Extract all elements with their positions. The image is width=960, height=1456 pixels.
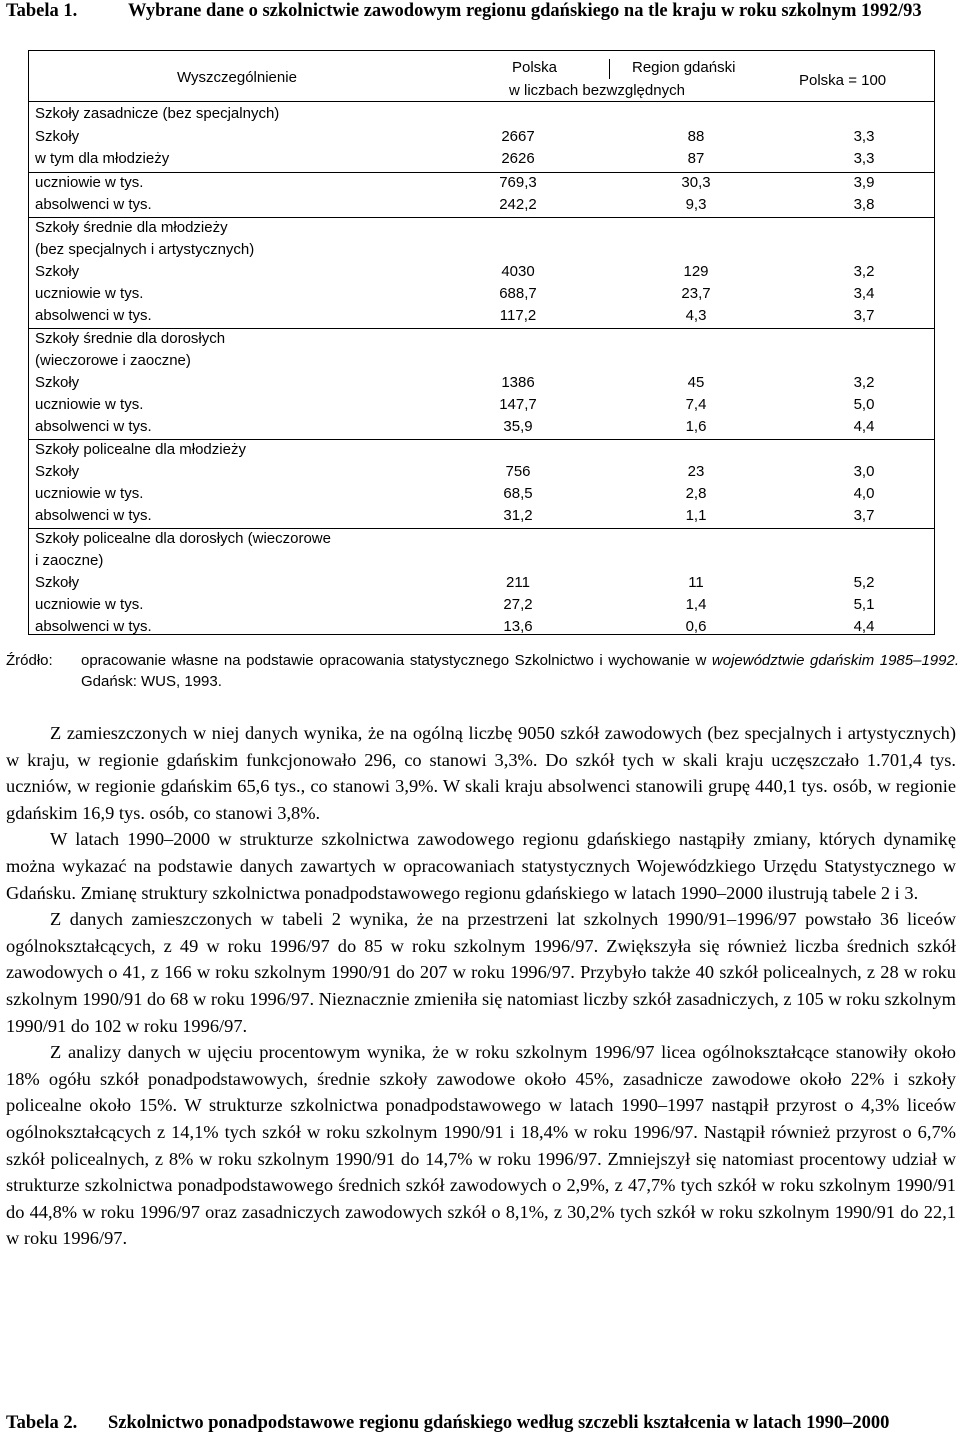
- row-label: absolwenci w tys.: [35, 418, 152, 435]
- row-label: uczniowie w tys.: [35, 174, 144, 191]
- header-rule: [29, 101, 934, 102]
- row-label: uczniowie w tys.: [35, 396, 144, 413]
- table-row: [29, 194, 934, 216]
- source-text-plain: opracowanie własne na podstawie opracowania statystycznego Szkolnictwo i wychowanie w: [81, 652, 712, 669]
- cell-index: 3,0: [853, 463, 875, 480]
- cell-region: 129: [683, 263, 709, 280]
- source-text: [81, 650, 959, 692]
- row-label: Szkoły policealne dla młodzieży: [35, 441, 246, 458]
- row-label: Szkoły: [35, 128, 80, 145]
- cell-region: 1,1: [685, 507, 707, 524]
- row-label: Szkoły średnie dla młodzieży: [35, 219, 228, 236]
- row-label: Szkoły średnie dla dorosłych: [35, 330, 226, 347]
- row-label: absolwenci w tys.: [35, 307, 152, 324]
- row-label: Szkoły: [35, 263, 80, 280]
- table-row: [29, 239, 934, 261]
- paragraph: Z danych zamieszczonych w tabeli 2 wynika, że na przestrzeni lat szkolnych 1990/91–1996/97 powstało 36 liceów ogólnokształcących, z 49 w roku 1996/97 do 85 w roku szkolnym 1996/97. Zwiększyła się również liczba średnich szkół zawodowych o 41, z 166 w roku szkolnym 1990/91 do 207 w roku 1996/97. Przybyło także 40 szkół policealnych, z 28 w roku szkolnym 1990/91 do 68 w roku 1996/97. Nieznacznie zmieniła się natomiast liczby szkół zasadniczych, z 105 w roku szkolnym 1990/91 do 102 w roku 1996/97.: [6, 909, 956, 1036]
- cell-index: 3,4: [853, 285, 875, 302]
- paragraph: W latach 1990–2000 w strukturze szkolnictwa zawodowego regionu gdańskiego nastąpiły zmiany, których dynamikę można wykazać na podstawie danych zawartych w opracowaniach statystycznych Wojewódzkiego Urzędu Statystycznego w Gdańsku. Zmianę struktury szkolnictwa ponadpodstawowego regionu gdańskiego w latach 1990–2000 ilustrują tabele 2 i 3.: [6, 829, 956, 903]
- row-label: uczniowie w tys.: [35, 485, 144, 502]
- table-row: [29, 126, 934, 148]
- cell-region: 45: [687, 374, 705, 391]
- table-row: [29, 283, 934, 305]
- table-row: [29, 148, 934, 170]
- table-row: [29, 328, 934, 350]
- row-label: Szkoły: [35, 574, 80, 591]
- cell-region: 1,6: [685, 418, 707, 435]
- cell-polska: 242,2: [499, 196, 537, 213]
- table-row: [29, 528, 934, 550]
- source-text-end: Gdańsk: WUS, 1993.: [81, 673, 222, 690]
- cell-region: 4,3: [685, 307, 707, 324]
- cell-index: 4,4: [853, 618, 875, 635]
- row-label: (bez specjalnych i artystycznych): [35, 241, 255, 258]
- row-label: uczniowie w tys.: [35, 596, 144, 613]
- table-row: [29, 505, 934, 527]
- cell-index: 3,8: [853, 196, 875, 213]
- row-label: Szkoły zasadnicze (bez specjalnych): [35, 105, 280, 122]
- cell-region: 87: [687, 150, 705, 167]
- cell-polska: 2667: [501, 128, 535, 145]
- cell-polska: 688,7: [499, 285, 537, 302]
- body-text: [6, 720, 956, 1252]
- header-abs-note: w liczbach bezwzględnych: [509, 82, 685, 99]
- cell-index: 5,0: [853, 396, 875, 413]
- cell-region: 7,4: [685, 396, 707, 413]
- table1-number: Tabela 1.: [6, 1, 78, 21]
- cell-index: 5,2: [853, 574, 875, 591]
- cell-region: 23: [687, 463, 705, 480]
- cell-region: 11: [688, 574, 704, 591]
- cell-polska: 13,6: [503, 618, 533, 635]
- table-row: [29, 594, 934, 616]
- cell-region: 30,3: [681, 174, 711, 191]
- table-row: [29, 103, 934, 125]
- cell-region: 88: [687, 128, 705, 145]
- paragraph: Z analizy danych w ujęciu procentowym wynika, że w roku szkolnym 1996/97 licea ogólnokształcące stanowiły około 18% ogółu szkół ponadpodstawowych, średnie szkoły zawodowe około 45%, zasadnicze zawodowe około 22% i szkoły policealne około 15%. W strukturze szkolnictwa ponadpodstawowego w latach 1990–1997 nastąpił przyrost o 4,3% liceów ogólnokształcących z 14,1% tych szkół w roku szkolnym 1990/91 i 18,4% w roku 1996/97. Nastąpił również przyrost o 6,7% szkół policealnych, z 8% w roku szkolnym 1990/91 do 14,7% w roku 1996/97. Zmniejszył się natomiast procentowy udział w strukturze szkolnictwa ponadpodstawowego średnich szkół zawodowych o 2,9%, z 47,7% tych szkół w roku szkolnym 1990/91 do 44,8% w roku 1996/97 oraz zasadniczych zawodowych szkół o 8,1%, z 30,2% tych szkół w roku szkolnym 1990/91 do 22,1 w roku 1996/97.: [6, 1042, 956, 1249]
- table-row: [29, 217, 934, 239]
- table-row: [29, 483, 934, 505]
- cell-index: 3,7: [853, 307, 875, 324]
- cell-index: 4,0: [853, 485, 875, 502]
- cell-region: 0,6: [685, 618, 707, 635]
- cell-polska: 756: [505, 463, 531, 480]
- cell-polska: 2626: [501, 150, 535, 167]
- table-row: [29, 550, 934, 572]
- row-label: i zaoczne): [35, 552, 104, 569]
- cell-index: 5,1: [853, 596, 875, 613]
- header-region: Region gdański: [632, 59, 736, 76]
- row-label: uczniowie w tys.: [35, 285, 144, 302]
- header-divider: [609, 59, 610, 79]
- row-label: absolwenci w tys.: [35, 618, 152, 635]
- header-index: Polska = 100: [799, 72, 887, 89]
- table-row: [29, 572, 934, 594]
- cell-index: 3,2: [853, 374, 875, 391]
- table1-title: Wybrane dane o szkolnictwie zawodowym regionu gdańskiego na tle kraju w roku szkolnym 1992/93: [128, 1, 922, 21]
- table-row: [29, 461, 934, 483]
- table-row: [29, 372, 934, 394]
- cell-index: 4,4: [853, 418, 875, 435]
- table1: [28, 50, 935, 635]
- table-row: [29, 172, 934, 194]
- row-label: Szkoły: [35, 463, 80, 480]
- cell-polska: 147,7: [499, 396, 537, 413]
- cell-index: 3,3: [853, 150, 875, 167]
- table-row: [29, 394, 934, 416]
- paragraph: Z zamieszczonych w niej danych wynika, że na ogólną liczbę 9050 szkół zawodowych (bez specjalnych i artystycznych) w kraju, w regionie gdańskim funkcjonowało 296, co stanowi 3,3%. Do szkół tych w skali kraju uczęszczało 1.701,4 tys. uczniów, w regionie gdańskim 65,6 tys., co stanowi 3,9%. W skali kraju absolwenci stanowili grupę 440,1 tys. osób, w regionie gdańskim 16,9 tys. osób, co stanowi 3,8%.: [6, 723, 956, 823]
- table-row: [29, 261, 934, 283]
- header-wyszczegolnienie: Wyszczególnienie: [177, 69, 297, 86]
- cell-index: 3,7: [853, 507, 875, 524]
- row-label: w tym dla młodzieży: [35, 150, 170, 167]
- cell-polska: 769,3: [499, 174, 537, 191]
- table2-number: Tabela 2.: [6, 1413, 78, 1433]
- cell-index: 3,9: [853, 174, 875, 191]
- cell-polska: 4030: [501, 263, 535, 280]
- table-row: [29, 416, 934, 438]
- cell-polska: 27,2: [503, 596, 533, 613]
- table2-title: Szkolnictwo ponadpodstawowe regionu gdańskiego według szczebli kształcenia w latach 1990–2000: [108, 1413, 890, 1433]
- table-row: [29, 616, 934, 638]
- cell-polska: 35,9: [503, 418, 533, 435]
- cell-region: 23,7: [681, 285, 711, 302]
- row-label: (wieczorowe i zaoczne): [35, 352, 191, 369]
- cell-region: 9,3: [685, 196, 707, 213]
- source-label: Źródło:: [6, 652, 53, 669]
- row-label: absolwenci w tys.: [35, 196, 152, 213]
- cell-polska: 68,5: [503, 485, 533, 502]
- cell-polska: 1386: [501, 374, 535, 391]
- cell-polska: 31,2: [503, 507, 533, 524]
- cell-polska: 211: [506, 574, 530, 591]
- header-polska: Polska: [512, 59, 558, 76]
- cell-region: 2,8: [685, 485, 707, 502]
- cell-polska: 117,2: [499, 307, 537, 324]
- table-row: [29, 350, 934, 372]
- row-label: Szkoły policealne dla dorosłych (wieczorowe: [35, 530, 331, 547]
- cell-index: 3,3: [853, 128, 875, 145]
- row-label: absolwenci w tys.: [35, 507, 152, 524]
- source-text-italic: województwie gdańskim 1985–1992.: [711, 652, 959, 669]
- cell-region: 1,4: [685, 596, 707, 613]
- cell-index: 3,2: [853, 263, 875, 280]
- row-label: Szkoły: [35, 374, 80, 391]
- table-row: [29, 305, 934, 327]
- table-row: [29, 439, 934, 461]
